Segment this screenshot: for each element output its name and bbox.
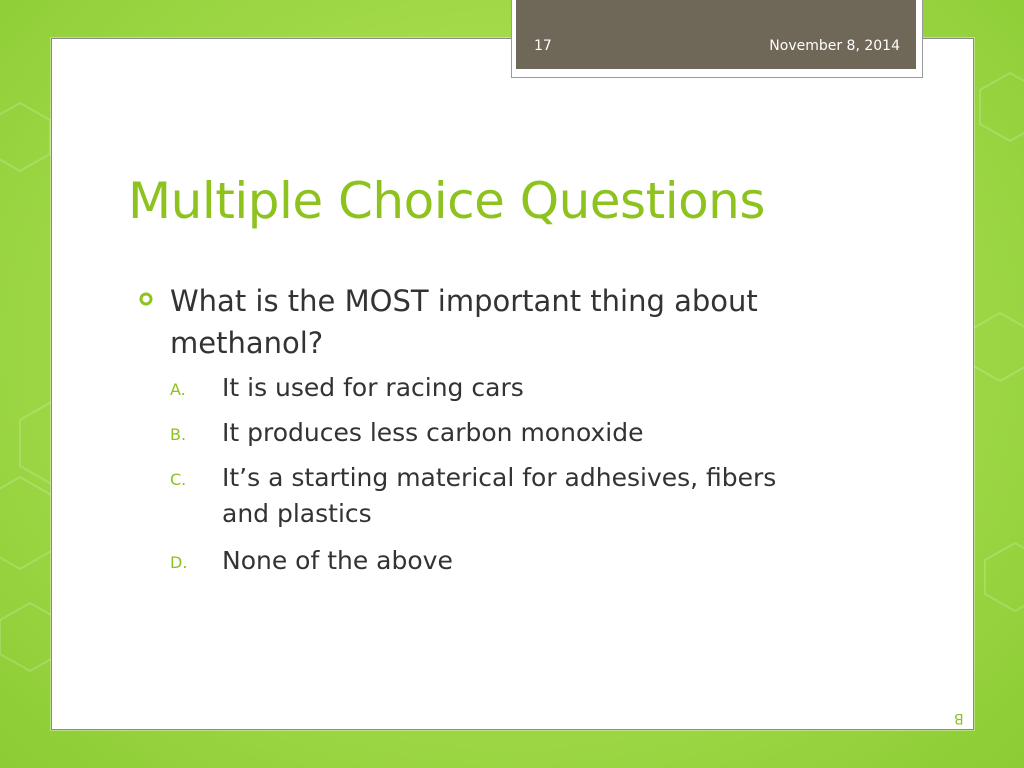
corner-mark: B — [954, 710, 964, 726]
answer-a-letter: A. — [170, 380, 186, 399]
header-bar — [516, 0, 916, 69]
answer-a-text: It is used for racing cars — [222, 373, 524, 402]
slide-date: November 8, 2014 — [769, 38, 900, 54]
answer-c-letter: C. — [170, 470, 187, 489]
answer-d-text: None of the above — [222, 546, 453, 575]
answer-b-letter: B. — [170, 425, 187, 444]
answer-b-text: It produces less carbon monoxide — [222, 418, 644, 447]
question-text: What is the MOST important thing about methanol? — [170, 284, 758, 360]
answer-c-text: It’s a starting materical for adhesives, fibers and plastics — [222, 463, 777, 528]
slide-title: Multiple Choice Questions — [128, 172, 765, 230]
answer-d-letter: D. — [170, 553, 188, 572]
ring-bullet-icon — [139, 292, 153, 306]
slide-number: 17 — [534, 38, 552, 54]
